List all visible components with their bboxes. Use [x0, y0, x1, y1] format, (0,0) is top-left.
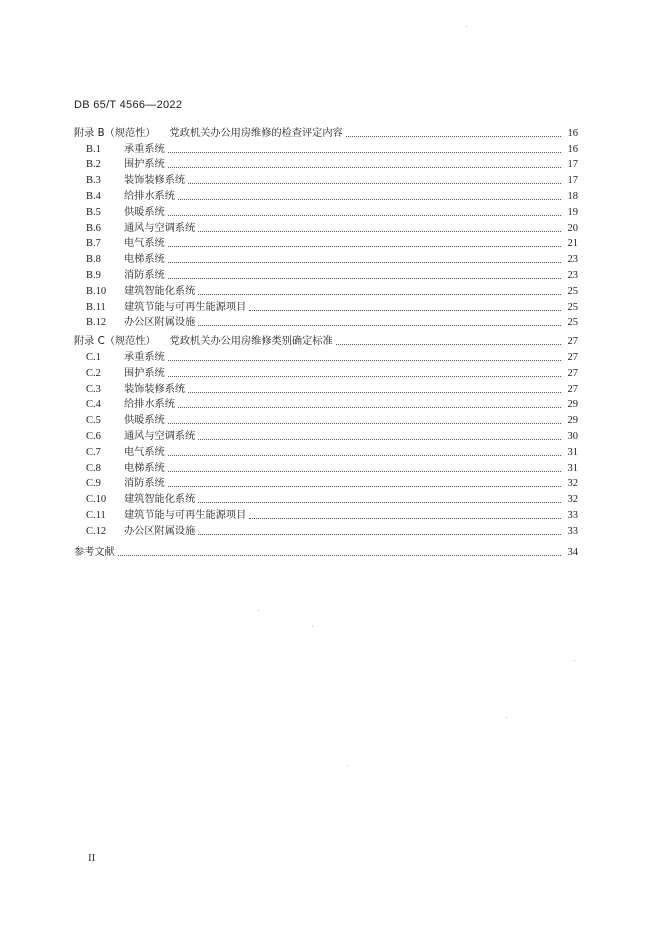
toc-section-title: 消防系统 — [124, 269, 165, 281]
toc-section-title: 通风与空调系统 — [124, 222, 196, 234]
toc-appendix-label: 附录 C（规范性） — [74, 336, 156, 348]
toc-page-number: 25 — [567, 301, 578, 313]
toc-entry-section[interactable] — [74, 427, 578, 443]
toc-section-number: B.5 — [86, 206, 101, 218]
scan-speck — [506, 717, 507, 718]
toc-section-title: 办公区附属设施 — [124, 525, 196, 537]
toc-page-number: 29 — [567, 415, 578, 427]
toc-page-number: 17 — [567, 159, 578, 171]
toc-entry-section[interactable] — [74, 171, 578, 187]
toc-section-title: 电梯系统 — [124, 462, 165, 474]
toc-page-number: 30 — [567, 430, 578, 442]
toc-section-title: 建筑智能化系统 — [124, 494, 196, 506]
toc-page-number: 32 — [567, 478, 578, 490]
toc-section-number: B.7 — [86, 238, 101, 250]
toc-leader-dots — [249, 518, 561, 519]
scan-speck — [347, 765, 348, 766]
toc-page-number: 25 — [567, 317, 578, 329]
document-code: DB 65/T 4566—2022 — [74, 99, 183, 111]
toc-section-title: 电气系统 — [124, 446, 165, 458]
toc-leader-dots — [168, 471, 561, 472]
toc-leader-dots — [168, 262, 561, 263]
toc-entry-references[interactable] — [74, 543, 578, 559]
footer-page-number: II — [88, 852, 96, 864]
toc-leader-dots — [336, 344, 561, 345]
toc-page-number: 23 — [567, 254, 578, 266]
toc-section-title: 建筑智能化系统 — [124, 285, 196, 297]
toc-leader-dots — [188, 392, 561, 393]
toc-section-number: C.3 — [86, 383, 101, 395]
scan-speck — [574, 660, 575, 661]
toc-entry-section[interactable] — [74, 522, 578, 538]
toc-entry-section[interactable] — [74, 266, 578, 282]
toc-section-number: B.4 — [86, 190, 101, 202]
toc-leader-dots — [188, 183, 561, 184]
scan-speck — [312, 626, 313, 627]
toc-page-number: 20 — [567, 222, 578, 234]
toc-leader-dots — [168, 455, 561, 456]
toc-entry-section[interactable] — [74, 187, 578, 203]
toc-page-number: 32 — [567, 494, 578, 506]
toc-leader-dots — [168, 376, 561, 377]
toc-page-number: 18 — [567, 190, 578, 202]
toc-leader-dots — [198, 439, 561, 440]
toc-page-number: 31 — [567, 462, 578, 474]
scan-speck — [466, 26, 467, 27]
toc-leader-dots — [118, 555, 561, 556]
toc-section-number: C.4 — [86, 399, 101, 411]
toc-appendix-label: 附录 B（规范性） — [74, 127, 156, 139]
toc-section-number: C.5 — [86, 415, 101, 427]
toc-section-number: C.9 — [86, 478, 101, 490]
toc-entry-section[interactable] — [74, 459, 578, 475]
toc-section-number: C.1 — [86, 351, 101, 363]
toc-leader-dots — [178, 199, 561, 200]
toc-leader-dots — [198, 294, 561, 295]
toc-section-title: 围护系统 — [124, 159, 165, 171]
toc-section-title: 建筑节能与可再生能源项目 — [124, 509, 247, 521]
toc-leader-dots — [198, 325, 561, 326]
toc-leader-dots — [249, 310, 561, 311]
toc-leader-dots — [168, 152, 561, 153]
toc-page-number: 33 — [567, 509, 578, 521]
toc-entry-section[interactable] — [74, 396, 578, 412]
toc-entry-section[interactable] — [74, 298, 578, 314]
toc-section-number: B.9 — [86, 269, 101, 281]
toc-references-title: 参考文献 — [74, 546, 115, 558]
toc-section-title: 承重系统 — [124, 143, 165, 155]
toc-section-title: 电气系统 — [124, 238, 165, 250]
toc-entry-section[interactable] — [74, 219, 578, 235]
toc-section-title: 办公区附属设施 — [124, 317, 196, 329]
toc-section-number: C.2 — [86, 367, 101, 379]
toc-section-number: B.3 — [86, 175, 101, 187]
toc-leader-dots — [198, 502, 561, 503]
toc-section-title: 装饰装修系统 — [124, 383, 186, 395]
toc-section-number: C.11 — [86, 509, 106, 521]
toc-leader-dots — [178, 407, 561, 408]
toc-leader-dots — [198, 231, 561, 232]
scan-speck — [258, 610, 259, 611]
toc-section-number: C.8 — [86, 462, 101, 474]
toc-page-number: 16 — [567, 127, 578, 139]
toc-entry-appendix-b[interactable] — [74, 124, 578, 140]
toc-page-number: 31 — [567, 446, 578, 458]
toc-section-number: B.6 — [86, 222, 101, 234]
toc-section-number: C.7 — [86, 446, 101, 458]
toc-entry-section[interactable] — [74, 475, 578, 491]
toc-entry-section[interactable] — [74, 282, 578, 298]
toc-page-number: 34 — [567, 546, 578, 558]
toc-section-number: B.12 — [86, 317, 107, 329]
toc-page-number: 27 — [567, 383, 578, 395]
toc-entry-section[interactable] — [74, 348, 578, 364]
toc-appendix-title: 党政机关办公用房维修的检查评定内容 — [169, 127, 343, 139]
toc-section-title: 围护系统 — [124, 367, 165, 379]
toc-page-number: 27 — [567, 367, 578, 379]
toc-page-number: 27 — [567, 336, 578, 348]
toc-section-number: C.6 — [86, 430, 101, 442]
toc-section-title: 给排水系统 — [124, 399, 175, 411]
toc-leader-dots — [168, 278, 561, 279]
toc-appendix-c-items — [74, 348, 578, 538]
toc-page-number: 17 — [567, 175, 578, 187]
toc-entry-section[interactable] — [74, 364, 578, 380]
toc-leader-dots — [198, 534, 561, 535]
toc-section-title: 给排水系统 — [124, 190, 175, 202]
toc-section-title: 装饰装修系统 — [124, 175, 186, 187]
toc-entry-section[interactable] — [74, 380, 578, 396]
toc-page-number: 23 — [567, 269, 578, 281]
toc-section-number: B.11 — [86, 301, 106, 313]
toc-entry-section[interactable] — [74, 156, 578, 172]
toc-section-title: 建筑节能与可再生能源项目 — [124, 301, 247, 313]
toc-section-title: 电梯系统 — [124, 254, 165, 266]
toc-section-title: 消防系统 — [124, 478, 165, 490]
toc-entry-section[interactable] — [74, 235, 578, 251]
toc-entry-section[interactable] — [74, 490, 578, 506]
toc-entry-section[interactable] — [74, 443, 578, 459]
toc-section-number: B.1 — [86, 143, 101, 155]
toc-appendix-title: 党政机关办公用房维修类别确定标准 — [169, 336, 333, 348]
table-of-contents — [74, 124, 578, 559]
toc-entry-section[interactable] — [74, 203, 578, 219]
toc-leader-dots — [168, 167, 561, 168]
toc-page-number: 19 — [567, 206, 578, 218]
toc-section-title: 通风与空调系统 — [124, 430, 196, 442]
toc-leader-dots — [168, 246, 561, 247]
toc-section-number: B.10 — [86, 285, 107, 297]
toc-leader-dots — [346, 136, 561, 137]
toc-entry-section[interactable] — [74, 506, 578, 522]
toc-page-number: 27 — [567, 351, 578, 363]
toc-entry-appendix-c[interactable] — [74, 332, 578, 348]
toc-section-number: C.10 — [86, 494, 107, 506]
toc-page-number: 29 — [567, 399, 578, 411]
toc-page-number: 21 — [567, 238, 578, 250]
toc-page-number: 33 — [567, 525, 578, 537]
toc-leader-dots — [168, 215, 561, 216]
toc-section-number: B.8 — [86, 254, 101, 266]
toc-entry-section[interactable] — [74, 314, 578, 330]
toc-leader-dots — [168, 423, 561, 424]
toc-leader-dots — [168, 360, 561, 361]
toc-leader-dots — [168, 486, 561, 487]
toc-section-title: 承重系统 — [124, 351, 165, 363]
toc-appendix-b-items — [74, 140, 578, 330]
toc-entry-section[interactable] — [74, 140, 578, 156]
toc-section-number: C.12 — [86, 525, 107, 537]
toc-page-number: 25 — [567, 285, 578, 297]
toc-section-number: B.2 — [86, 159, 101, 171]
toc-entry-section[interactable] — [74, 250, 578, 266]
toc-page-number: 16 — [567, 143, 578, 155]
toc-section-title: 供暖系统 — [124, 206, 165, 218]
toc-section-title: 供暖系统 — [124, 415, 165, 427]
toc-entry-section[interactable] — [74, 411, 578, 427]
